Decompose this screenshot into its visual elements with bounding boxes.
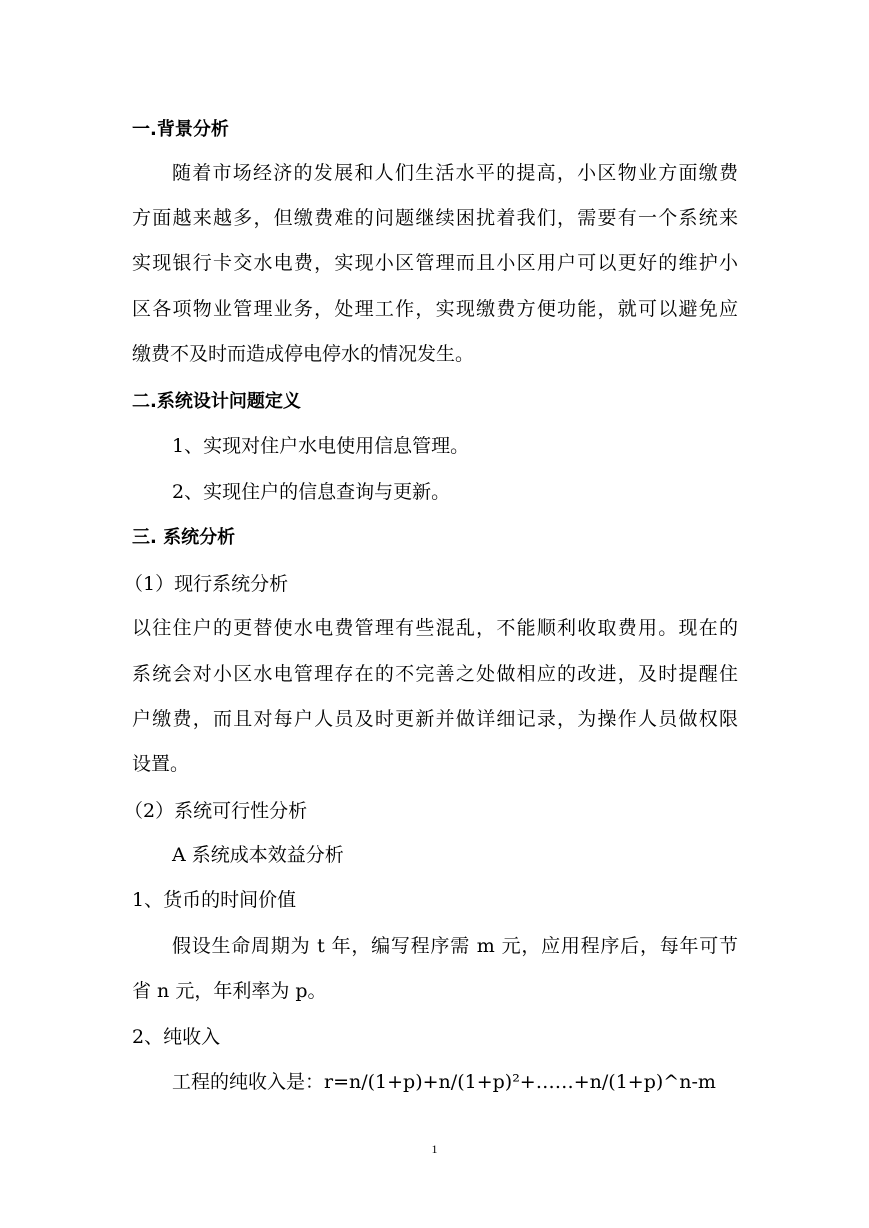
subsection-item: A 系统成本效益分析: [172, 844, 344, 866]
item-title: 1、货币的时间价值: [132, 889, 297, 911]
section-heading-problem-definition: 二.系统设计问题定义: [132, 391, 301, 412]
paragraph-line: 方面越来越多，但缴费难的问题继续困扰着我们，需要有一个系统来: [132, 207, 738, 229]
page-number: 1: [431, 1142, 438, 1156]
paragraph-line: 系统会对小区水电管理存在的不完善之处做相应的改进，及时提醒住: [132, 663, 738, 685]
paragraph-line: 缴费不及时而造成停电停水的情况发生。: [132, 343, 475, 365]
paragraph-line: 户缴费，而且对每户人员及时更新并做详细记录，为操作人员做权限: [132, 708, 738, 730]
paragraph-line: 实现银行卡交水电费，实现小区管理而且小区用户可以更好的维护小: [132, 252, 738, 274]
subsection-title: （2）系统可行性分析: [124, 800, 308, 822]
item-title: 2、纯收入: [132, 1026, 221, 1048]
list-item: 1、实现对住户水电使用信息管理。: [172, 435, 470, 457]
list-item: 2、实现住户的信息查询与更新。: [172, 481, 451, 503]
section-heading-system-analysis: 三. 系统分析: [132, 527, 236, 548]
paragraph-line: 省 n 元，年利率为 p。: [132, 980, 327, 1002]
formula-line: 工程的纯收入是：r=n/(1+p)+n/(1+p)²+……+n/(1+p)^n-m: [172, 1071, 716, 1093]
subsection-title: （1）现行系统分析: [124, 573, 289, 595]
paragraph-line: 假设生命周期为 t 年，编写程序需 m 元，应用程序后，每年可节: [172, 935, 738, 957]
paragraph-line: 随着市场经济的发展和人们生活水平的提高，小区物业方面缴费: [172, 162, 738, 184]
paragraph-line: 以往住户的更替使水电费管理有些混乱，不能顺利收取费用。现在的: [132, 617, 738, 639]
section-heading-background: 一.背景分析: [132, 119, 229, 140]
paragraph-line: 区各项物业管理业务，处理工作，实现缴费方便功能，就可以避免应: [132, 298, 738, 320]
paragraph-line: 设置。: [132, 753, 190, 775]
